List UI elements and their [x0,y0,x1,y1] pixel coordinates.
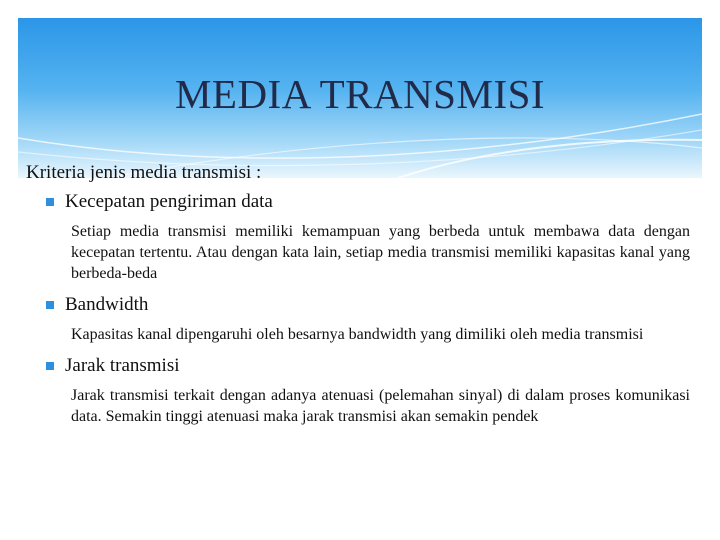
page-title: MEDIA TRANSMISI [174,71,546,117]
square-bullet-icon [46,301,54,309]
bullet-description: Kapasitas kanal dipengaruhi oleh besarnya bandwidth yang dimiliki oleh media transmisi [71,326,644,343]
intro-text: Kriteria jenis media transmisi : [26,162,262,183]
bullet-heading: Bandwidth [65,294,149,315]
square-bullet-icon [46,362,54,370]
bullet-heading: Kecepatan pengiriman data [65,191,273,212]
bullet-description: Setiap media transmisi memiliki kemampuan yang berbeda untuk membawa data dengan kecepatan tertentu. Atau dengan kata lain, setiap media transmisi memiliki kapasitas kanal yang berbeda-beda [71,223,690,282]
list-item-jarak [46,355,692,377]
list-item-bandwidth [46,294,692,316]
bullet-heading: Jarak transmisi [65,355,180,376]
list-item-kecepatan [46,191,692,213]
title-banner [18,18,702,178]
bullet-description: Jarak transmisi terkait dengan adanya atenuasi (pelemahan sinyal) di dalam proses komunikasi data. Semakin tinggi atenuasi maka jarak transmisi akan semakin pendek [71,387,690,425]
square-bullet-icon [46,198,54,206]
slide-content [26,162,692,427]
